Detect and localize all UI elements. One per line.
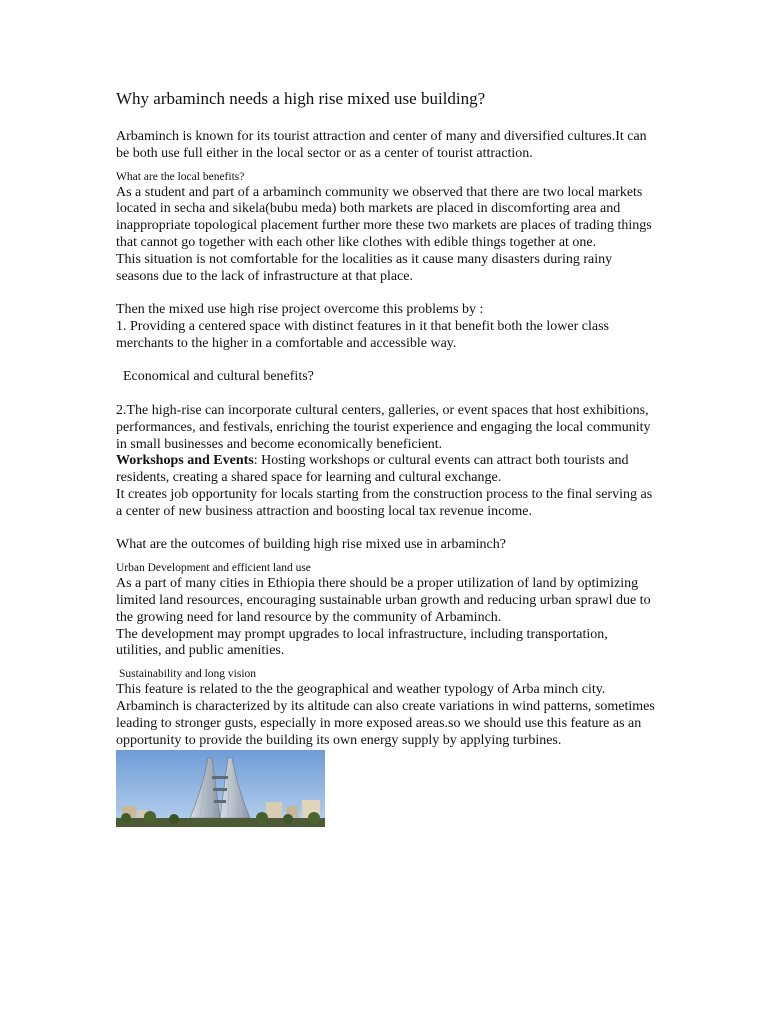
sustainability-paragraph: This feature is related to the the geographical and weather typology of Arba minch city. Arbaminch is characterized by its altitude can also create variations in wind patterns, sometimes leading to stronger gusts, especially in more exposed areas.so we should use this feature as an opportunity to provide the building its own energy supply by applying turbines. (116, 682, 655, 748)
intro-paragraph: Arbaminch is known for its tourist attraction and center of many and diversified cultures.It can be both use full either in the local sector or as a center of tourist attraction. (116, 129, 647, 161)
local-benefits-heading: What are the local benefits? (116, 170, 245, 183)
point-one: 1. Providing a centered space with distinct features in it that benefit both the lower class merchants to the higher in a comfortable and accessible way. (116, 318, 609, 351)
building-photo (116, 750, 325, 827)
sustainability-heading: Sustainability and long vision (119, 668, 257, 681)
local-situation-paragraph: This situation is not comfortable for the localities as it cause many disasters during rainy seasons due to the lack of infrastructure at that place. (116, 251, 613, 284)
infrastructure-paragraph: The development may prompt upgrades to local infrastructure, including transportation, utilities, and public amenities. (116, 626, 608, 659)
urban-development-paragraph: As a part of many cities in Ethiopia there should be a proper utilization of land by optimizing limited land resources, encouraging sustainable urban growth and reducing urban sprawl due to the growing need for land resource by the community of Arbaminch. (116, 576, 651, 625)
economic-cultural-heading: Economical and cultural benefits? (123, 369, 314, 385)
local-benefits-paragraph: As a student and part of a arbaminch community we observed that there are two local markets located in secha and sikela(bubu meda) both markets are placed in discomforting area and inappropriate topological placement further more these two markets are places of trading things that cannot go together with each other like clothes with edible things together at one. (116, 184, 652, 250)
document-page (116, 88, 656, 827)
jobs-paragraph: It creates job opportunity for locals starting from the construction process to the final serving as a center of new business attraction and boosting local tax revenue income. (116, 486, 653, 519)
workshops-text: : Hosting workshops or cultural events can attract both tourists and residents, creating a shared space for learning and cultural exchange. (116, 453, 629, 486)
overcome-intro: Then the mixed use high rise project overcome this problems by : (116, 302, 484, 318)
document-title: Why arbaminch needs a high rise mixed use building? (116, 89, 486, 108)
point-two: 2.The high-rise can incorporate cultural centers, galleries, or event spaces that host exhibitions, performances, and festivals, enriching the tourist experience and engaging the local community in small businesses and become economically beneficient. (116, 402, 651, 452)
outcomes-heading: What are the outcomes of building high rise mixed use in arbaminch? (116, 537, 506, 553)
workshops-paragraph (116, 453, 656, 487)
urban-development-heading: Urban Development and efficient land use (116, 562, 311, 575)
workshops-label: Workshops and Events (116, 453, 254, 469)
